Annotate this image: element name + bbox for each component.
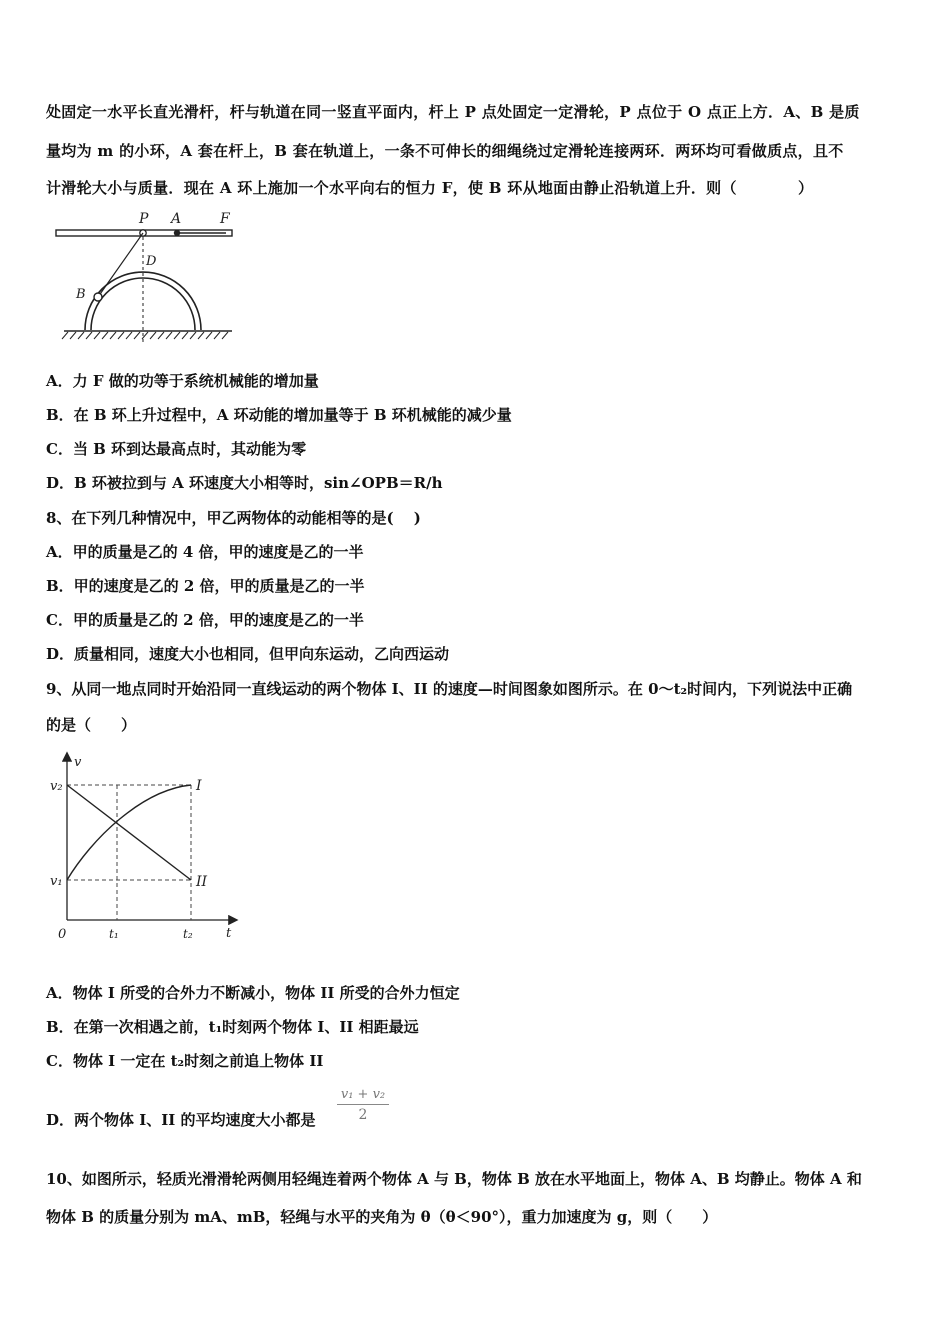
- q7-option-b: B．在 B 环上升过程中，A 环动能的增加量等于 B 环机械能的减少量: [46, 406, 512, 424]
- v1-label: v₁: [50, 874, 63, 889]
- v-axis-label: v: [74, 755, 82, 770]
- fraction-numerator: v₁ + v₂: [337, 1086, 389, 1105]
- q8-option-a: A．甲的质量是乙的 4 倍，甲的速度是乙的一半: [46, 543, 364, 561]
- q8-option-c: C．甲的质量是乙的 2 倍，甲的速度是乙的一半: [46, 611, 364, 629]
- ring-b: [94, 293, 102, 301]
- q7-stem-line-2: 量均为 m 的小环，A 套在杆上，B 套在轨道上，一条不可伸长的细绳绕过定滑轮连接两环．两环均可看做质点，且不: [46, 142, 844, 160]
- t2-label: t₂: [183, 927, 193, 941]
- label-b: B: [76, 287, 86, 302]
- t-axis-label: t: [226, 926, 232, 941]
- t1-label: t₁: [109, 927, 119, 941]
- q9-stem-line-2: 的是（ ）: [46, 716, 137, 734]
- label-d: D: [146, 254, 157, 269]
- q7-option-d: D．B 环被拉到与 A 环速度大小相等时，sin∠OPB＝R/h: [46, 474, 443, 492]
- q8-option-d: D．质量相同，速度大小也相同，但甲向东运动，乙向西运动: [46, 645, 450, 663]
- fraction-denominator: 2: [358, 1107, 368, 1123]
- v2-label: v₂: [50, 779, 63, 794]
- origin-label: 0: [58, 927, 67, 942]
- velocity-time-graph: [46, 748, 246, 944]
- line-ii: [67, 785, 191, 880]
- q7-option-a: A．力 F 做的功等于系统机械能的增加量: [46, 372, 319, 390]
- label-p: P: [139, 211, 149, 227]
- pulley-track-figure: [50, 206, 240, 356]
- q7-stem-line-3: 计滑轮大小与质量．现在 A 环上施加一个水平向右的恒力 F，使 B 环从地面由静止沿轨道上升．则（ ）: [46, 179, 814, 197]
- q9-option-b: B．在第一次相遇之前，t₁时刻两个物体 I、II 相距最远: [46, 1018, 419, 1036]
- q8-stem: 8、在下列几种情况中，甲乙两物体的动能相等的是( ): [46, 509, 421, 527]
- q7-option-c: C．当 B 环到达最高点时，其动能为零: [46, 440, 307, 458]
- q9-option-d: D．两个物体 I、II 的平均速度大小都是: [46, 1111, 316, 1129]
- rope: [98, 233, 143, 297]
- label-a: A: [171, 211, 182, 227]
- q9-option-a: A．物体 I 所受的合外力不断减小，物体 II 所受的合外力恒定: [46, 984, 460, 1002]
- q10-stem-line-2: 物体 B 的质量分别为 mA、mB，轻绳与水平的夹角为 θ（θ＜90°），重力加速度为 g，则（ ）: [46, 1208, 718, 1226]
- q9-stem-line-1: 9、从同一地点同时开始沿同一直线运动的两个物体 I、II 的速度—时间图象如图所示。在 0～t₂时间内，下列说法中正确: [46, 680, 853, 698]
- q9-option-c: C．物体 I 一定在 t₂时刻之前追上物体 II: [46, 1052, 324, 1070]
- label-f: F: [220, 211, 230, 227]
- q7-stem-line-1: 处固定一水平长直光滑杆，杆与轨道在同一竖直平面内，杆上 P 点处固定一定滑轮，P 点位于 O 点正上方．A、B 是质: [46, 103, 860, 121]
- line-ii-label: II: [196, 874, 208, 890]
- q8-option-b: B．甲的速度是乙的 2 倍，甲的质量是乙的一半: [46, 577, 365, 595]
- average-velocity-fraction: [337, 1086, 389, 1125]
- curve-i-label: I: [196, 778, 202, 794]
- q10-stem-line-1: 10、如图所示，轻质光滑滑轮两侧用轻绳连着两个物体 A 与 B，物体 B 放在水平地面上，物体 A、B 均静止。物体 A 和: [46, 1170, 862, 1188]
